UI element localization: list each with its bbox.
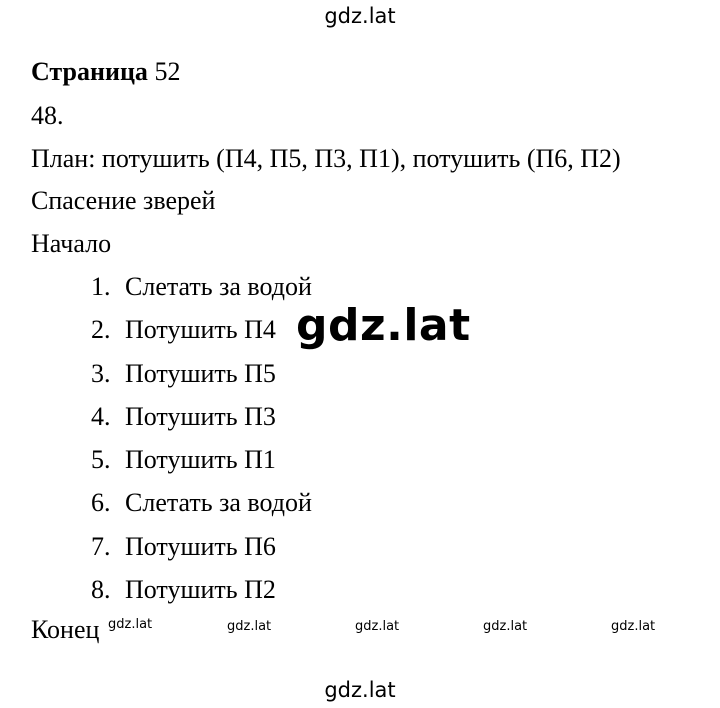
- step-item: [91, 272, 312, 315]
- step-item: [91, 402, 312, 445]
- page-heading: [31, 57, 180, 87]
- algorithm-start: Начало: [31, 229, 112, 258]
- watermark-bottom: gdz.lat: [324, 678, 396, 702]
- step-item: [91, 488, 312, 531]
- step-item: [91, 315, 312, 358]
- step-text: Слетать за водой: [125, 488, 312, 518]
- algorithm-title: Спасение зверей: [31, 186, 216, 215]
- step-item: [91, 445, 312, 488]
- plan-text: План: потушить (П4, П5, П3, П1), потушить (П6, П2): [31, 144, 621, 173]
- step-text: Потушить П2: [125, 575, 276, 605]
- page-number: 52: [154, 57, 181, 86]
- algorithm-steps: [91, 272, 312, 618]
- watermark-center: gdz.lat: [296, 300, 471, 351]
- watermark-small: gdz.lat: [227, 619, 272, 634]
- step-number: 7.: [91, 531, 111, 561]
- step-text: Потушить П5: [125, 358, 276, 388]
- step-text: Потушить П4: [125, 315, 276, 345]
- step-text: Потушить П1: [125, 445, 276, 475]
- step-item: [91, 575, 312, 618]
- page-label: Страница: [31, 57, 148, 86]
- watermark-top: gdz.lat: [324, 4, 396, 28]
- watermark-small: gdz.lat: [483, 619, 528, 634]
- step-number: 1.: [91, 272, 111, 301]
- step-item: [91, 532, 312, 575]
- step-number: 5.: [91, 445, 111, 475]
- step-text: Потушить П6: [125, 531, 276, 561]
- step-number: 8.: [91, 575, 111, 605]
- watermark-small: gdz.lat: [611, 619, 656, 634]
- step-item: [91, 359, 312, 402]
- watermark-small: gdz.lat: [355, 619, 400, 634]
- step-number: 3.: [91, 358, 111, 388]
- step-text: Потушить П3: [125, 401, 276, 431]
- step-number: 4.: [91, 401, 111, 431]
- algorithm-end: Конец: [31, 615, 100, 644]
- step-text: Слетать за водой: [125, 272, 312, 301]
- step-number: 6.: [91, 488, 111, 518]
- step-number: 2.: [91, 315, 111, 345]
- watermark-small: gdz.lat: [108, 617, 153, 632]
- task-number: 48.: [31, 101, 64, 130]
